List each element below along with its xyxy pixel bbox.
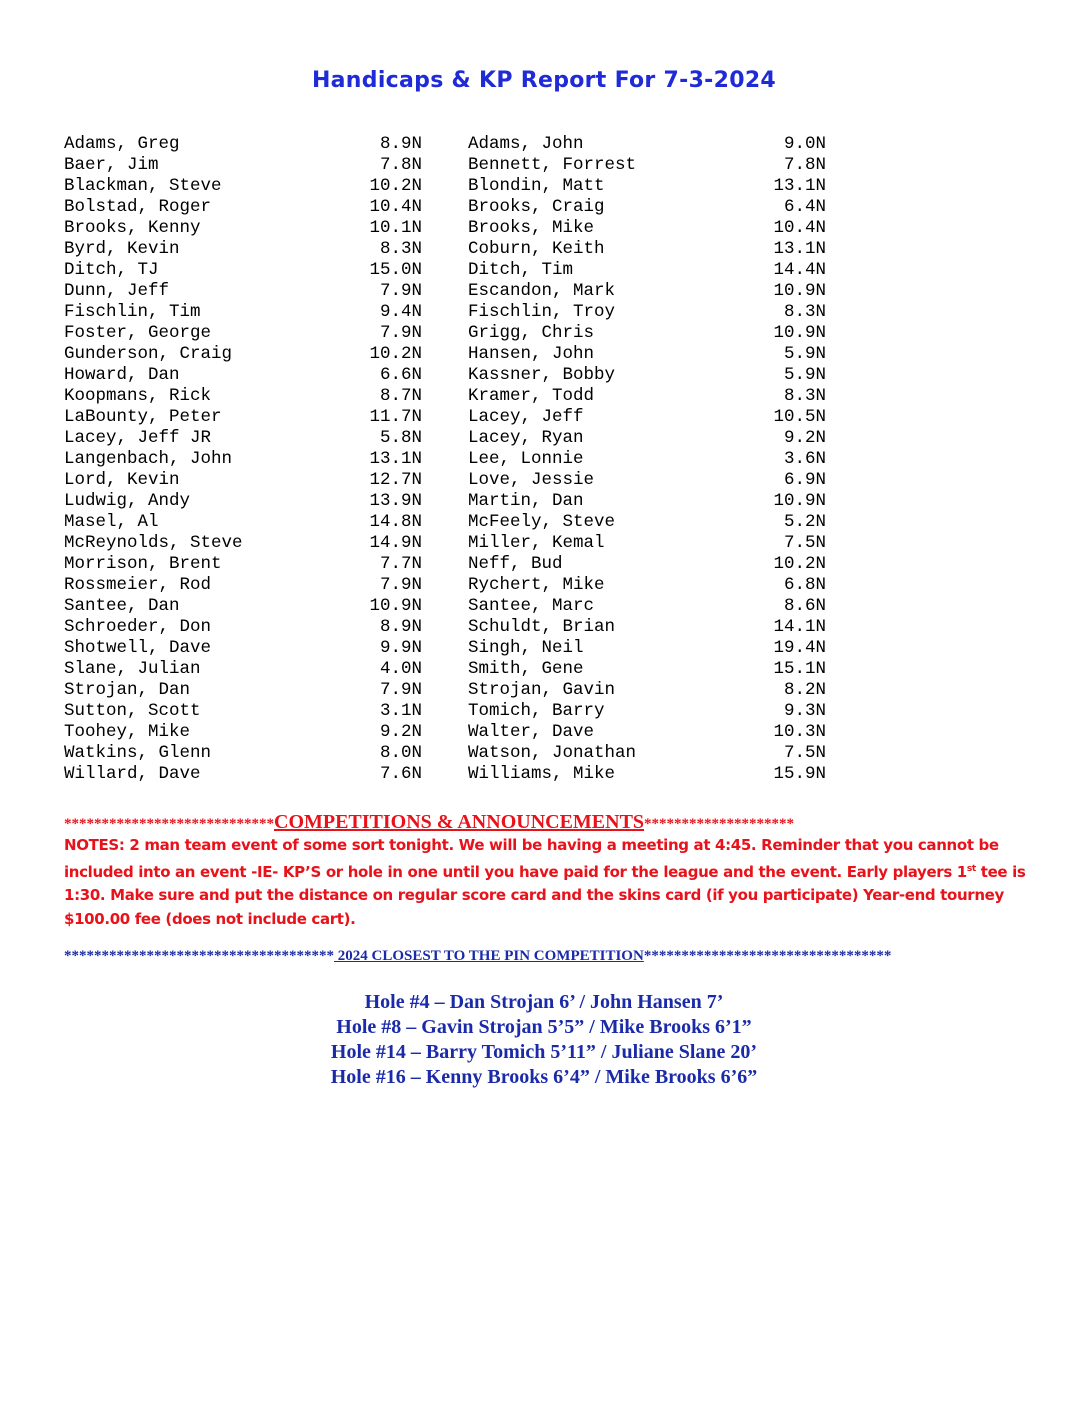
handicap-value: 8.9N <box>379 134 422 154</box>
handicap-value: 7.9N <box>379 281 422 301</box>
golfer-name: Ludwig, Andy <box>64 491 191 511</box>
golfer-name: Brooks, Mike <box>468 218 595 238</box>
golfer-name: Bennett, Forrest <box>468 155 637 175</box>
golfer-name: Lee, Lonnie <box>468 449 584 469</box>
competitions-heading <box>64 811 1024 834</box>
handicap-value: 10.2N <box>369 176 422 196</box>
handicap-row <box>64 386 864 407</box>
handicap-value: 7.9N <box>379 575 422 595</box>
handicap-row <box>64 239 864 260</box>
golfer-name: Singh, Neil <box>468 638 584 658</box>
handicap-value: 7.7N <box>379 554 422 574</box>
golfer-name: Masel, Al <box>64 512 159 532</box>
handicap-value: 10.4N <box>773 218 826 238</box>
hole-result: Hole #14 – Barry Tomich 5’11” / Juliane Slane 20’ <box>330 1041 758 1063</box>
stars-left: **************************** <box>64 816 274 832</box>
handicap-row <box>64 344 864 365</box>
handicap-value: 7.5N <box>783 533 826 553</box>
golfer-name: Williams, Mike <box>468 764 616 784</box>
handicap-value: 15.9N <box>773 764 826 784</box>
golfer-name: LaBounty, Peter <box>64 407 222 427</box>
handicap-value: 13.1N <box>773 239 826 259</box>
handicap-value: 6.6N <box>379 365 422 385</box>
golfer-name: Lacey, Ryan <box>468 428 584 448</box>
golfer-name: Santee, Marc <box>468 596 595 616</box>
handicap-row <box>64 155 864 176</box>
golfer-name: Morrison, Brent <box>64 554 222 574</box>
handicap-value: 15.1N <box>773 659 826 679</box>
golfer-name: Escandon, Mark <box>468 281 616 301</box>
closest-to-pin-title: 2024 CLOSEST TO THE PIN COMPETITION <box>334 948 644 964</box>
handicap-row <box>64 323 864 344</box>
handicap-row <box>64 533 864 554</box>
handicap-value: 10.1N <box>369 218 422 238</box>
handicap-row <box>64 134 864 155</box>
handicap-row <box>64 764 864 785</box>
golfer-name: Willard, Dave <box>64 764 201 784</box>
notes-superscript: st <box>966 863 976 874</box>
handicap-row <box>64 365 864 386</box>
handicap-value: 13.9N <box>369 491 422 511</box>
handicap-value: 9.2N <box>783 428 826 448</box>
handicap-row <box>64 554 864 575</box>
handicap-row <box>64 743 864 764</box>
handicap-value: 9.3N <box>783 701 826 721</box>
handicap-value: 9.4N <box>379 302 422 322</box>
golfer-name: Adams, John <box>468 134 584 154</box>
page-title: Handicaps & KP Report For 7-3-2024 <box>311 68 777 93</box>
announcement-notes <box>64 834 1034 931</box>
handicap-value: 7.8N <box>379 155 422 175</box>
handicap-value: 7.5N <box>783 743 826 763</box>
golfer-name: Brooks, Kenny <box>64 218 201 238</box>
golfer-name: McReynolds, Steve <box>64 533 243 553</box>
handicap-value: 10.2N <box>773 554 826 574</box>
golfer-name: Kassner, Bobby <box>468 365 616 385</box>
notes-text-b: tee is 1:30. Make sure and put the distance on regular score card and the skins card (if you participate) Year-end tourney $100.00 fee (does not include cart). <box>64 862 1026 928</box>
closest-to-pin-heading <box>64 948 1034 965</box>
handicap-value: 14.4N <box>773 260 826 280</box>
golfer-name: Foster, George <box>64 323 212 343</box>
handicap-row <box>64 302 864 323</box>
handicap-value: 10.9N <box>773 281 826 301</box>
handicap-row <box>64 722 864 743</box>
handicap-value: 7.6N <box>379 764 422 784</box>
handicap-value: 8.7N <box>379 386 422 406</box>
handicap-row <box>64 617 864 638</box>
handicap-value: 3.6N <box>783 449 826 469</box>
golfer-name: Howard, Dan <box>64 365 180 385</box>
golfer-name: Love, Jessie <box>468 470 595 490</box>
handicap-value: 10.2N <box>369 344 422 364</box>
golfer-name: Strojan, Dan <box>64 680 191 700</box>
golfer-name: Schroeder, Don <box>64 617 212 637</box>
handicap-value: 7.9N <box>379 323 422 343</box>
handicap-row <box>64 680 864 701</box>
handicap-value: 10.5N <box>773 407 826 427</box>
handicap-value: 5.9N <box>783 344 826 364</box>
stars-right: ********************************* <box>643 948 892 964</box>
handicap-row <box>64 449 864 470</box>
handicap-value: 9.0N <box>783 134 826 154</box>
golfer-name: Shotwell, Dave <box>64 638 212 658</box>
golfer-name: Grigg, Chris <box>468 323 595 343</box>
handicap-value: 7.9N <box>379 680 422 700</box>
handicap-value: 14.8N <box>369 512 422 532</box>
stars-left: ************************************ <box>64 948 334 964</box>
golfer-name: Schuldt, Brian <box>468 617 616 637</box>
handicap-row <box>64 428 864 449</box>
handicap-row <box>64 218 864 239</box>
golfer-name: Tomich, Barry <box>468 701 605 721</box>
golfer-name: Coburn, Keith <box>468 239 605 259</box>
golfer-name: Sutton, Scott <box>64 701 201 721</box>
golfer-name: Slane, Julian <box>64 659 201 679</box>
handicap-value: 8.6N <box>783 596 826 616</box>
golfer-name: Ditch, TJ <box>64 260 159 280</box>
golfer-name: Adams, Greg <box>64 134 180 154</box>
golfer-name: Walter, Dave <box>468 722 595 742</box>
handicap-roster <box>64 134 864 785</box>
handicap-value: 7.8N <box>783 155 826 175</box>
golfer-name: Smith, Gene <box>468 659 584 679</box>
hole-result: Hole #4 – Dan Strojan 6’ / John Hansen 7’ <box>364 991 724 1013</box>
handicap-row <box>64 197 864 218</box>
handicap-row <box>64 701 864 722</box>
handicap-value: 19.4N <box>773 638 826 658</box>
handicap-value: 10.9N <box>369 596 422 616</box>
handicap-value: 10.3N <box>773 722 826 742</box>
golfer-name: McFeely, Steve <box>468 512 616 532</box>
notes-text-a: NOTES: 2 man team event of some sort tonight. We will be having a meeting at 4:45. Reminder that you cannot be included into an event -IE- KP’S or hole in one until you have paid for the league and the event. Early players 1 <box>64 836 999 881</box>
handicap-value: 6.4N <box>783 197 826 217</box>
golfer-name: Blackman, Steve <box>64 176 222 196</box>
handicap-value: 8.3N <box>379 239 422 259</box>
handicap-value: 10.4N <box>369 197 422 217</box>
handicap-value: 4.0N <box>379 659 422 679</box>
handicap-value: 8.9N <box>379 617 422 637</box>
handicap-value: 10.9N <box>773 491 826 511</box>
golfer-name: Neff, Bud <box>468 554 563 574</box>
golfer-name: Brooks, Craig <box>468 197 605 217</box>
handicap-value: 12.7N <box>369 470 422 490</box>
handicap-row <box>64 176 864 197</box>
handicap-value: 13.1N <box>369 449 422 469</box>
golfer-name: Miller, Kemal <box>468 533 605 553</box>
golfer-name: Rychert, Mike <box>468 575 605 595</box>
handicap-value: 5.2N <box>783 512 826 532</box>
golfer-name: Watson, Jonathan <box>468 743 637 763</box>
handicap-value: 8.2N <box>783 680 826 700</box>
handicap-value: 6.9N <box>783 470 826 490</box>
handicap-value: 5.9N <box>783 365 826 385</box>
competitions-title: COMPETITIONS & ANNOUNCEMENTS <box>274 811 645 833</box>
golfer-name: Kramer, Todd <box>468 386 595 406</box>
handicap-value: 14.1N <box>773 617 826 637</box>
golfer-name: Lacey, Jeff <box>468 407 584 427</box>
golfer-name: Gunderson, Craig <box>64 344 233 364</box>
hole-result: Hole #16 – Kenny Brooks 6’4” / Mike Brooks 6’6” <box>330 1066 758 1088</box>
handicap-row <box>64 638 864 659</box>
handicap-value: 9.9N <box>379 638 422 658</box>
hole-result: Hole #8 – Gavin Strojan 5’5” / Mike Brooks 6’1” <box>336 1016 752 1038</box>
golfer-name: Byrd, Kevin <box>64 239 180 259</box>
golfer-name: Baer, Jim <box>64 155 159 175</box>
golfer-name: Fischlin, Tim <box>64 302 201 322</box>
closest-to-pin-results <box>0 990 1088 1090</box>
golfer-name: Strojan, Gavin <box>468 680 616 700</box>
golfer-name: Watkins, Glenn <box>64 743 212 763</box>
handicap-value: 5.8N <box>379 428 422 448</box>
golfer-name: Martin, Dan <box>468 491 584 511</box>
handicap-value: 9.2N <box>379 722 422 742</box>
golfer-name: Langenbach, John <box>64 449 233 469</box>
golfer-name: Lacey, Jeff JR <box>64 428 212 448</box>
golfer-name: Bolstad, Roger <box>64 197 212 217</box>
handicap-row <box>64 512 864 533</box>
golfer-name: Dunn, Jeff <box>64 281 170 301</box>
golfer-name: Rossmeier, Rod <box>64 575 212 595</box>
handicap-row <box>64 575 864 596</box>
handicap-row <box>64 407 864 428</box>
handicap-value: 3.1N <box>379 701 422 721</box>
golfer-name: Fischlin, Troy <box>468 302 616 322</box>
golfer-name: Koopmans, Rick <box>64 386 212 406</box>
handicap-value: 11.7N <box>369 407 422 427</box>
handicap-row <box>64 596 864 617</box>
handicap-value: 8.3N <box>783 386 826 406</box>
handicap-row <box>64 470 864 491</box>
handicap-row <box>64 281 864 302</box>
handicap-value: 10.9N <box>773 323 826 343</box>
golfer-name: Blondin, Matt <box>468 176 605 196</box>
golfer-name: Toohey, Mike <box>64 722 191 742</box>
handicap-row <box>64 260 864 281</box>
golfer-name: Hansen, John <box>468 344 595 364</box>
handicap-value: 8.0N <box>379 743 422 763</box>
handicap-row <box>64 659 864 680</box>
stars-right: ******************** <box>644 816 795 832</box>
handicap-row <box>64 491 864 512</box>
handicap-value: 14.9N <box>369 533 422 553</box>
handicap-value: 13.1N <box>773 176 826 196</box>
handicap-value: 15.0N <box>369 260 422 280</box>
handicap-value: 6.8N <box>783 575 826 595</box>
golfer-name: Ditch, Tim <box>468 260 574 280</box>
golfer-name: Santee, Dan <box>64 596 180 616</box>
handicap-value: 8.3N <box>783 302 826 322</box>
golfer-name: Lord, Kevin <box>64 470 180 490</box>
